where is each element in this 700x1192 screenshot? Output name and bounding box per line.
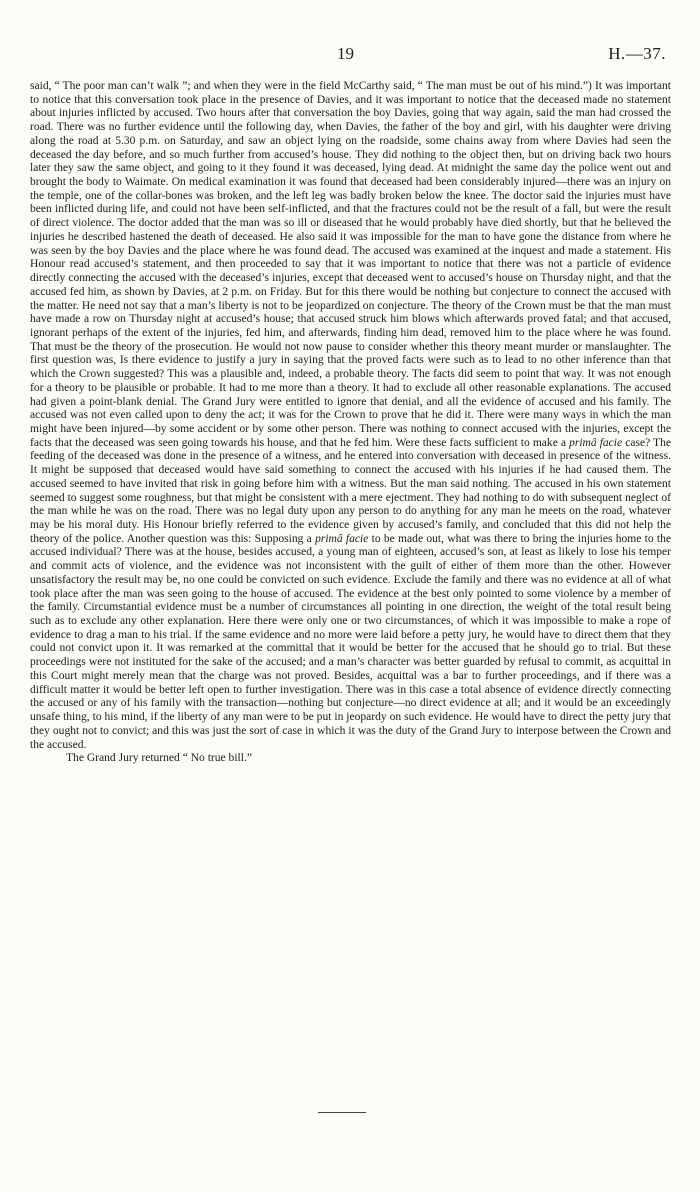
verdict-paragraph: The Grand Jury returned “ No true bill.” (66, 752, 252, 765)
paragraph (30, 80, 671, 752)
paragraph-text: said, “ The poor man can’t walk ”; and when they were in the field McCarthy said, “ The man must be out of his mind.”) It was important to notice that this conversation took place in the presence of Davies, and it was important to notice that the deceased made no statement about injuries inflicted by accused. Two hours after that conversation the boy Davies, going that way again, said the man had crossed the road. There was no further evidence until the following day, when Davies, the father of the boy and girl, with his daughter were driving along the road at 5.30 p.m. on Saturday, and saw an object lying on the roadside, some chains away from where Davies had seen the deceased the day before, and so much further from accused’s house. They did nothing to the object then, but on driving back two hours later they saw the same object, and going to it they found it was deceased, lying dead. At midnight the same day the police went out and brought the body to Waimate. On medical examination it was found that deceased had been considerably injured—there was an injury on the temple, one of the collar-bones was broken, and the left leg was badly broken below the knee. The doctor said the injuries must have been inflicted during life, and could not have been self-inflicted, and that the fractures could not be the result of a fall, but were the result of direct violence. The doctor added that the man was so ill or diseased that he would probably have died shortly, but that he believed the injuries he described hastened the death of deceased. He also said it was impossible for the man to have gone the distance from where he was seen by the boy Davies and the place where he was found dead. The accused was examined at the inquest and made a statement. His Honour read accused’s statement, and then proceeded to say that it was important to notice that there was not a particle of evidence directly connecting the accused with the deceased’s injuries, except that deceased went to accused’s house on Thursday night, and that the accused fed him, as shown by Davies, at 2 p.m. on Friday. But for this there would be nothing but conjecture to connect the accused with the matter. He need not say that a man’s liberty is not to be jeopardized on conjecture. The theory of the Crown must be that the man must have made a row on Thursday night at accused’s house; that accused struck him blows which afterwards proved fatal; and that accused, ignorant perhaps of the extent of the injuries, fed him, and afterwards, finding him dead, removed him to the place where he was found. That must be the theory of the prosecution. He would not now pause to consider whether this theory meant murder or manslaughter. The first question was, Is there evidence to justify a jury in saying that the proved facts were such as to lead to no other inference than that which the Crown suggested? This was a plausible and, indeed, a probable theory. The facts did seem to point that way. It was not enough for a theory to be plausible or probable. It had to me more than a theory. It had to exclude all other reasonable explanations. The accused had given a point-blank denial. The Grand Jury were entitled to ignore that denial, and all the evidence of accused and his family. The accused was not even called upon to deny the act; it was for the Crown to prove that he did it. There were many ways in which the man might have been injured—by some accident or by some other person. There was nothing to connect accused with the injuries, except the facts that the deceased was seen going towards his house, and that he fed him. Were these facts sufficient to make a (30, 80, 671, 449)
italic-term: primâ facie (569, 436, 623, 449)
body-text (30, 80, 671, 766)
page-number: 19 (337, 44, 354, 63)
italic-term: primâ facie (315, 532, 369, 545)
document-reference: H.—37. (608, 44, 666, 63)
paragraph-text: to be made out, what was there to bring the injuries home to the accused individual? There was at the house, besides accused, a young man of eighteen, accused’s son, at least as likely to lose his temper and commit acts of violence, and the evidence was not inconsistent with the guilt of either of them more than the other. However unsatisfactory the result may be, no one could be convicted on such evidence. Exclude the family and there was no evidence at all of what took place after the man was seen going to the house of accused. The evidence at the best only pointed to some violence by a member of the family. Circumstantial evidence must be a number of circumstances all pointing in one direction, the weight of the total result being such as to exclude any other explanation. Here there were only one or two circumstances, of which it was impossible to make a rope of evidence to drag a man to his trial. If the same evidence and no more were laid before a petty jury, he would have to direct them that they could not convict upon it. It was remarked at the committal that it would be better for the accused that he should go to trial. But these proceedings were not instituted for the sake of the accused; and a man’s character was better guarded by refusal to commit, as acquittal in this Court might merely mean that the charge was not proved. Besides, acquittal was a bar to further proceedings, and if there was a difficult matter it would be better left open to further investigation. There was in this case a total absence of evidence directly connecting the accused or any of his family with the transaction—nothing but conjecture—no direct evidence at all; and it would be an exceedingly unsafe thing, to his mind, if the liberty of any man were to be put in jeopardy on such evidence. He would have to direct the petty jury that they ought not to convict; and this was just the sort of case in which it was the duty of the Grand Jury to interpose between the Crown and the accused. (30, 532, 671, 751)
page-header (0, 44, 700, 68)
section-divider (318, 1112, 366, 1113)
paragraph-text: case? The feeding of the deceased was done in the presence of a witness, and he entered into conversation with deceased in presence of the witness. It might be supposed that deceased would have said something to connect the accused with his injuries if he had caused them. The accused seemed to have invited that risk in going before him with a witness. But the man said nothing. The accused in his own statement seemed to suggest some roughness, but that might be consistent with a mere ejectment. They had nothing to do with subsequent neglect of the man while he was on the road. There was no legal duty upon any person to do anything for any man he meets on the road, whatever may be his moral duty. His Honour briefly referred to the evidence given by accused’s family, and concluded that this did not help the theory of the police. Another question was this: Supposing a (30, 436, 671, 545)
